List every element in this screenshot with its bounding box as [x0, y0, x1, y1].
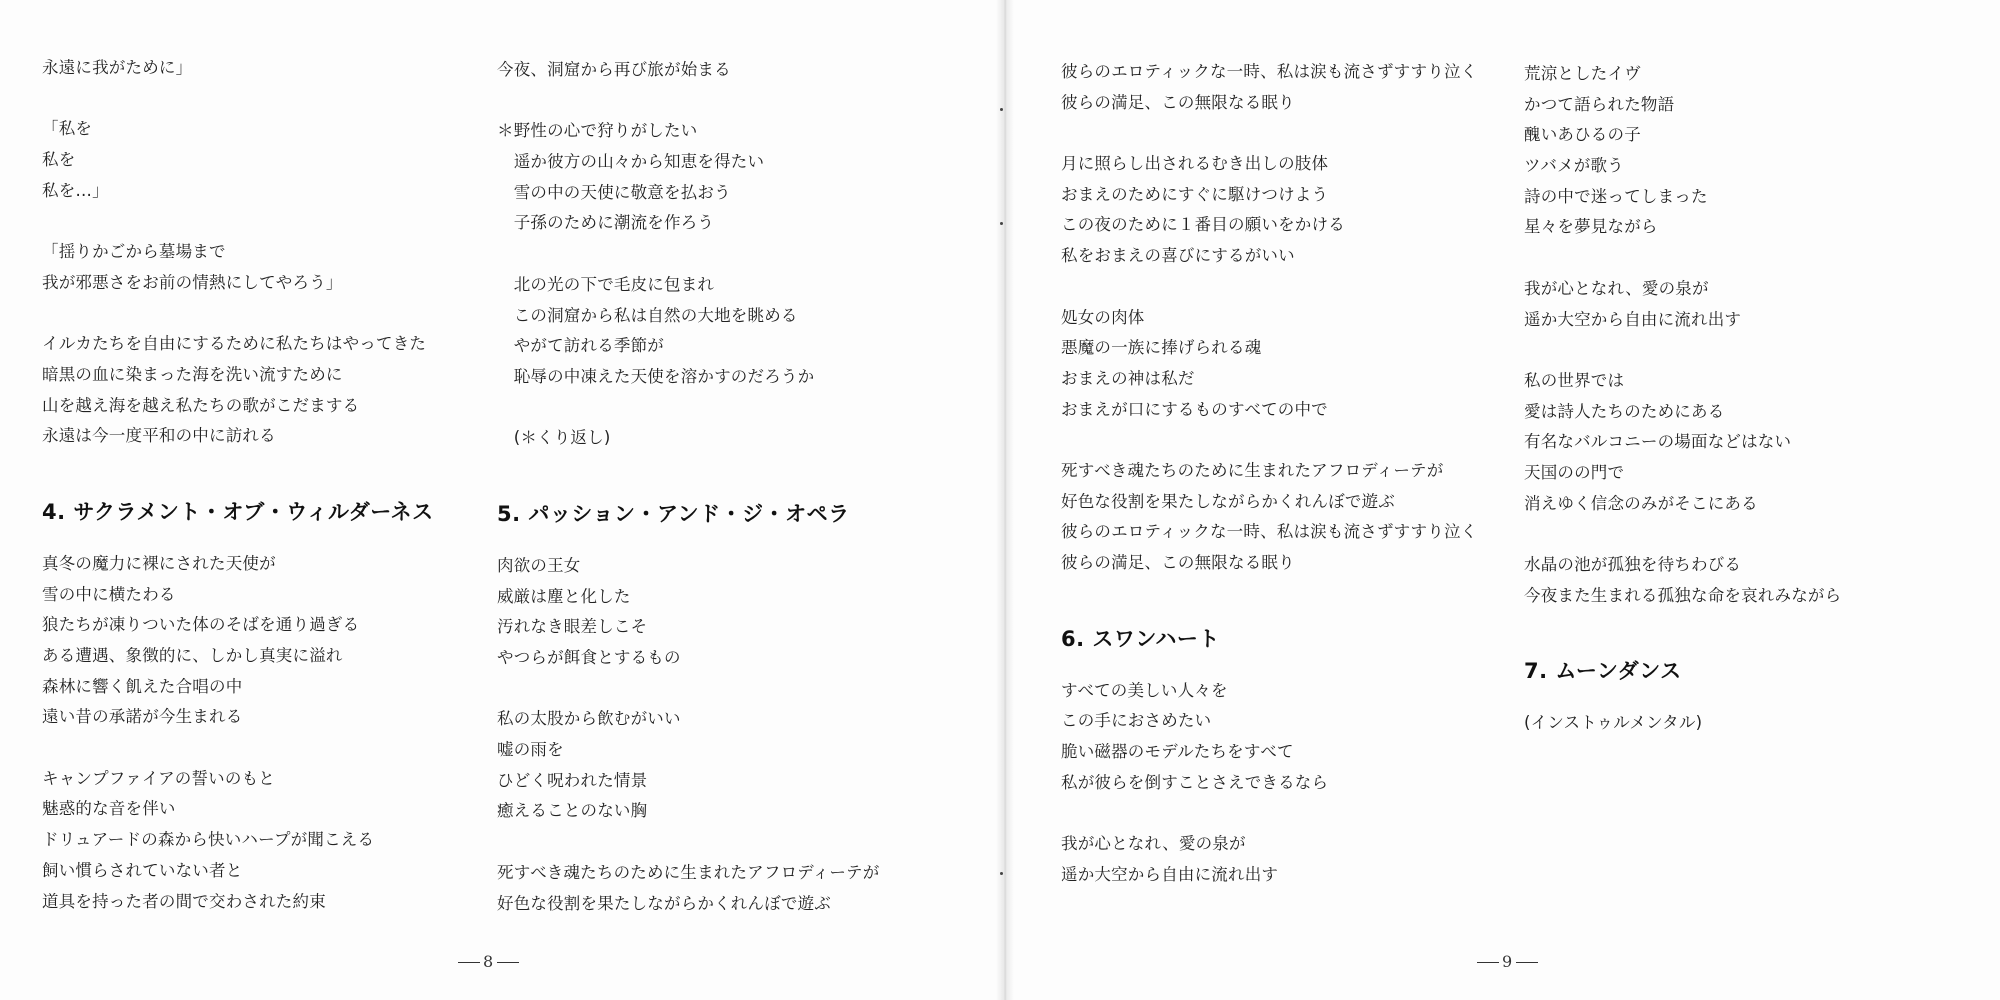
lyric-line: ある遭遇、象徴的に、しかし真実に溢れ — [42, 646, 343, 665]
lyrics-block — [1524, 708, 1841, 739]
song-title-4: 4. サクラメント・オブ・ウィルダーネス — [42, 499, 434, 524]
book-gutter — [996, 0, 1014, 1000]
stanza-break — [42, 84, 434, 115]
lyric-line: 水晶の池が孤独を待ちわびる — [1524, 555, 1742, 574]
lyric-line: イルカたちを自由にするために私たちはやってきた — [42, 334, 427, 354]
stanza-break — [1524, 243, 1841, 274]
song-title-7: 7. ムーンダンス — [1524, 659, 1682, 684]
stanza-break — [497, 393, 879, 424]
lyric-line: 今夜、洞窟から再び旅が始まる — [497, 60, 731, 79]
lyric-line: 悪魔の一族に捧げられる魂 — [1061, 338, 1262, 358]
lyrics-block — [1524, 59, 1841, 611]
lyric-line: 天国のの門で — [1524, 462, 1625, 482]
lyric-line: 雪の中に横たわる — [42, 584, 176, 604]
lyric-line: すべての美しい人々を — [1061, 680, 1228, 700]
lyric-line: 私の太股から飲むがいい — [497, 709, 681, 729]
lyric-line: 永遠は今一度平和の中に訪れる — [42, 426, 276, 446]
lyric-line: 私を — [42, 150, 76, 170]
lyric-line: 暗黒の血に染まった海を洗い流すために — [42, 364, 343, 384]
lyric-line: 我が心となれ、愛の泉が — [1524, 278, 1709, 298]
page-number-left: 8 — [455, 952, 522, 971]
left-column-2 — [497, 55, 879, 919]
scan-speck — [1000, 872, 1003, 875]
lyric-line: この夜のために１番目の願いをかける — [1061, 215, 1345, 235]
lyric-line: おまえのためにすぐに駆けつけよう — [1061, 184, 1329, 204]
stanza-break — [42, 206, 434, 237]
right-column-2 — [1524, 59, 1841, 739]
lyric-line: ＊野性の心で狩りがしたい — [497, 121, 698, 141]
lyric-line: 愛は詩人たちのためにある — [1524, 401, 1725, 421]
lyrics-block — [42, 549, 434, 917]
lyric-line: 好色な役割を果たしながらかくれんぼで遊ぶ — [497, 893, 831, 913]
stanza-break — [497, 239, 879, 270]
lyric-line: 雪の中の天使に敬意を払おう — [497, 182, 731, 202]
lyric-line: 狼たちが凍りついた体のそばを通り過ぎる — [42, 615, 360, 635]
lyric-line: 山を越え海を越え私たちの歌がこだまする — [42, 395, 360, 415]
lyric-line: 醜いあひるの子 — [1524, 125, 1641, 145]
scan-speck — [1000, 108, 1003, 111]
stanza-break — [497, 674, 879, 705]
lyric-line: 永遠に我がために」 — [42, 58, 193, 77]
lyric-line: 処女の肉体 — [1061, 307, 1145, 327]
lyric-line: 脆い磁器のモデルたちをすべて — [1061, 742, 1294, 762]
lyric-line: 「私を — [42, 119, 93, 139]
lyric-line: 森林に響く飢えた合唱の中 — [42, 676, 243, 696]
lyric-line: 好色な役割を果たしながらかくれんぼで遊ぶ — [1061, 491, 1395, 511]
lyric-line: 我が心となれ、愛の泉が — [1061, 834, 1246, 854]
lyric-line: 飼い慣らされていない者と — [42, 860, 243, 880]
stanza-break — [1061, 118, 1477, 149]
lyric-line: 真冬の魔力に裸にされた天使が — [42, 553, 276, 573]
scan-speck — [1000, 222, 1003, 225]
lyric-line: 月に照らし出されるむき出しの肢体 — [1061, 154, 1329, 174]
page-number-right: 9 — [1474, 952, 1541, 971]
lyric-line: 肉欲の王女 — [497, 555, 581, 575]
lyric-line: やがて訪れる季節が — [497, 336, 664, 356]
lyric-line: キャンプファイアの誓いのもと — [42, 768, 275, 788]
lyric-line: 遥か彼方の山々から知恵を得たい — [497, 152, 765, 172]
lyric-line: 我が邪悪さをお前の情熱にしてやろう」 — [42, 272, 343, 292]
lyric-line: 「揺りかごから墓場まで — [42, 242, 226, 262]
lyric-line: 魅惑的な音を伴い — [42, 799, 176, 819]
lyric-line: 詩の中で迷ってしまった — [1524, 186, 1708, 206]
lyric-line: 私をおまえの喜びにするがいい — [1061, 246, 1295, 266]
lyric-line: ツバメが歌う — [1524, 156, 1624, 176]
lyric-line: ドリュアードの森から快いハープが聞こえる — [42, 830, 375, 850]
lyric-line: 道具を持った者の間で交わされた約束 — [42, 891, 326, 911]
lyric-line: 彼らの満足、この無限なる眠り — [1061, 92, 1295, 112]
lyrics-block — [497, 55, 879, 454]
song-title-5: 5. パッション・アンド・ジ・オペラ — [497, 501, 850, 526]
lyric-line: 汚れなき眼差しこそ — [497, 617, 648, 637]
lyric-line: 死すべき魂たちのために生まれたアフロディーテが — [1061, 460, 1444, 480]
lyric-line: やつらが餌食とするもの — [497, 648, 681, 667]
lyric-line: (インストゥルメンタル) — [1524, 713, 1703, 733]
stanza-break — [1061, 272, 1477, 303]
lyric-line: 子孫のために潮流を作ろう — [497, 213, 715, 233]
lyric-line: かつて語られた物語 — [1524, 94, 1675, 114]
lyric-line: 彼らの満足、この無限なる眠り — [1061, 553, 1295, 572]
stanza-break — [1061, 425, 1477, 456]
lyric-line: 北の光の下で毛皮に包まれ — [497, 274, 715, 294]
lyric-line: 彼らのエロティックな一時、私は涙も流さずすすり泣く — [1061, 522, 1478, 542]
stanza-break — [497, 827, 879, 858]
stanza-break — [42, 299, 434, 330]
lyric-line: おまえの神は私だ — [1061, 368, 1195, 388]
lyric-line: この洞窟から私は自然の大地を眺める — [497, 305, 798, 325]
lyric-line: 私が彼らを倒すことさえできるなら — [1061, 772, 1329, 792]
lyric-line: 私の世界では — [1524, 370, 1625, 390]
lyric-line: 癒えることのない胸 — [497, 801, 648, 821]
lyric-line: ひどく呪われた情景 — [497, 770, 648, 790]
lyric-line: 嘘の雨を — [497, 740, 564, 760]
lyrics-block — [497, 551, 879, 919]
left-column-1 — [42, 53, 434, 917]
lyric-line: (＊くり返し) — [497, 428, 611, 448]
lyric-line: おまえが口にするものすべての中で — [1061, 399, 1328, 419]
lyrics-block — [1061, 57, 1477, 579]
lyric-line: 遠い昔の承諾が今生まれる — [42, 707, 243, 727]
lyric-line: 消えゆく信念のみがそこにある — [1524, 493, 1758, 513]
lyric-line: 有名なバルコニーの場面などはない — [1524, 432, 1792, 452]
lyric-line: 荒涼としたイヴ — [1524, 64, 1641, 83]
lyric-line: 彼らのエロティックな一時、私は涙も流さずすすり泣く — [1061, 62, 1478, 81]
lyric-line: この手におさめたい — [1061, 711, 1212, 731]
stanza-break — [1061, 798, 1477, 829]
lyrics-block — [42, 53, 434, 452]
lyric-line: 恥辱の中凍えた天使を溶かすのだろうか — [497, 366, 815, 386]
lyric-line: 今夜また生まれる孤独な命を哀れみながら — [1524, 585, 1842, 605]
stanza-break — [497, 86, 879, 117]
song-title-6: 6. スワンハート — [1061, 626, 1220, 651]
lyric-line: 遥か大空から自由に流れ出す — [1524, 309, 1742, 329]
stanza-break — [42, 733, 434, 764]
lyric-line: 私を…」 — [42, 180, 109, 200]
stanza-break — [1524, 519, 1841, 550]
lyric-line: 威厳は塵と化した — [497, 586, 631, 606]
lyric-line: 星々を夢見ながら — [1524, 217, 1658, 237]
stanza-break — [1524, 335, 1841, 366]
right-column-1 — [1061, 57, 1477, 891]
lyric-line: 死すべき魂たちのために生まれたアフロディーテが — [497, 862, 880, 882]
lyrics-block — [1061, 676, 1477, 891]
lyric-line: 遥か大空から自由に流れ出す — [1061, 864, 1279, 884]
